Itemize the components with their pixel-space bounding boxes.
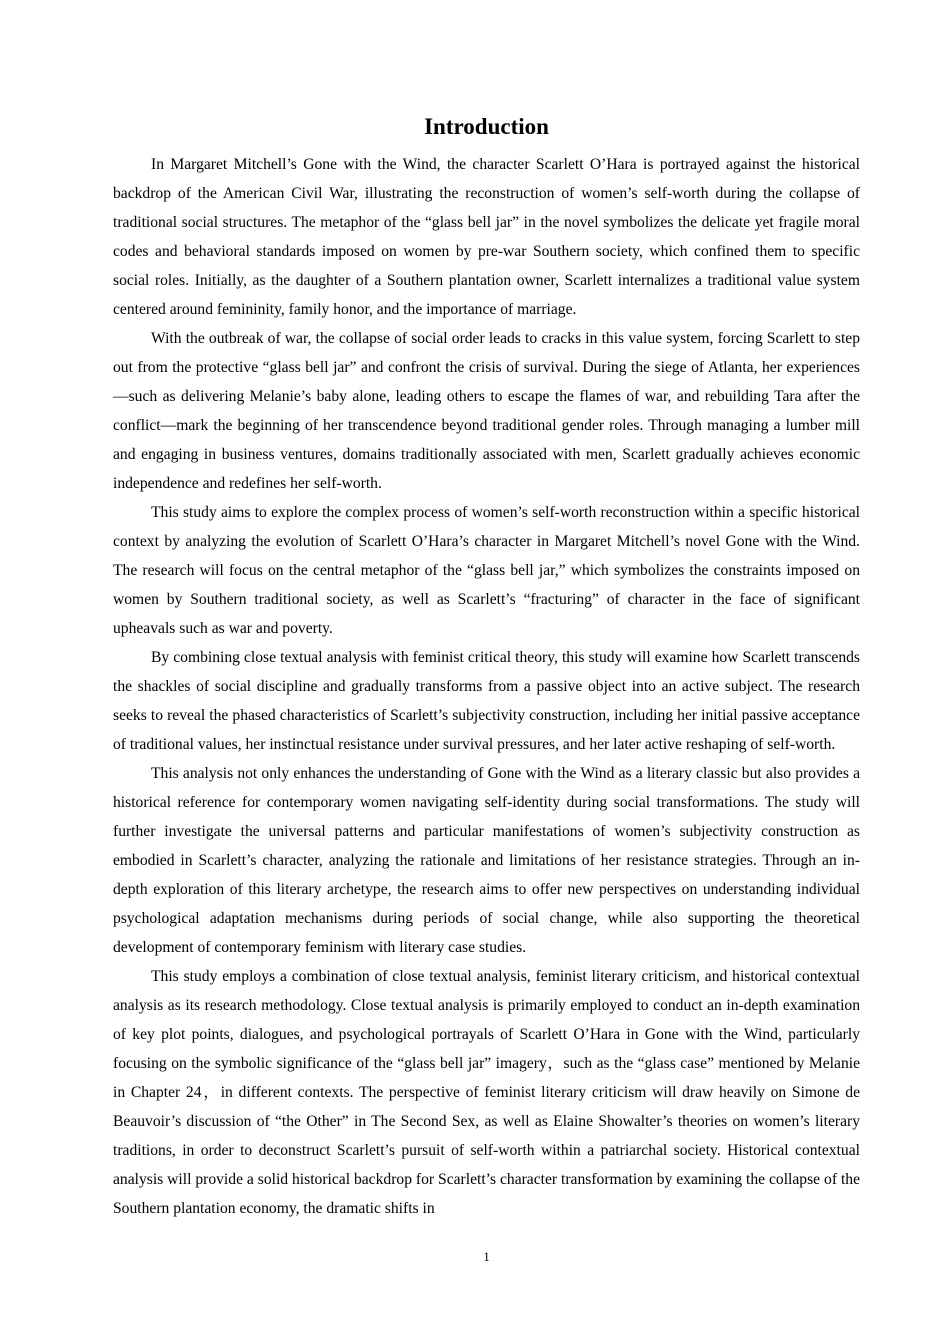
paragraph-3: This study aims to explore the complex process of women’s self-worth reconstruction within a specific historical context by analyzing the evolution of Scarlett O’Hara’s character in Margaret Mitchell’s novel Gone with the Wind. The research will focus on the central metaphor of the “glass bell jar,” which symbolizes the constraints imposed on women by Southern traditional society, as well as Scarlett’s “fracturing” of character in the face of significant upheavals such as war and poverty. xyxy=(113,504,860,637)
paragraph-4: By combining close textual analysis with feminist critical theory, this study will examine how Scarlett transcends the shackles of social discipline and gradually transforms from a passive object into an active subject. The research seeks to reveal the phased characteristics of Scarlett’s subjectivity construction, including her initial passive acceptance of traditional values, her instinctual resistance under survival pressures, and her later active reshaping of self-worth. xyxy=(113,649,860,753)
paragraph-2: With the outbreak of war, the collapse of social order leads to cracks in this value system, forcing Scarlett to step out from the protective “glass bell jar” and confront the crisis of survival. During the siege of Atlanta, her experiences—such as delivering Melanie’s baby alone, leading others to escape the flames of war, and rebuilding Tara after the conflict—mark the beginning of her transcendence beyond traditional gender roles. Through managing a lumber mill and engaging in business ventures, domains traditionally associated with men, Scarlett gradually achieves economic independence and redefines her self-worth. xyxy=(113,330,860,492)
page-title: Introduction xyxy=(424,114,549,139)
paragraph-5: This analysis not only enhances the understanding of Gone with the Wind as a literary classic but also provides a historical reference for contemporary women navigating self-identity during social transformations. The study will further investigate the universal patterns and particular manifestations of women’s subjectivity construction as embodied in Scarlett’s character, analyzing the rationale and limitations of her resistance strategies. Through an in-depth exploration of this literary archetype, the research aims to offer new perspectives on understanding individual psychological adaptation mechanisms during periods of social change, while also supporting the theoretical development of contemporary feminism with literary case studies. xyxy=(113,765,860,956)
body-text xyxy=(113,150,860,1223)
paragraph-6: This study employs a combination of close textual analysis, feminist literary criticism, and historical contextual analysis as its research methodology. Close textual analysis is primarily employed to conduct an in-depth examination of key plot points, dialogues, and psychological portrayals of Scarlett O’Hara in Gone with the Wind, particularly focusing on the symbolic significance of the “glass bell jar” imagery，such as the “glass case” mentioned by Melanie in Chapter 24，in different contexts. The perspective of feminist literary criticism will draw heavily on Simone de Beauvoir’s discussion of “the Other” in The Second Sex, as well as Elaine Showalter’s theories on women’s literary traditions, in order to deconstruct Scarlett’s pursuit of self-worth within a patriarchal society. Historical contextual analysis will provide a solid historical backdrop for Scarlett’s character transformation by examining the collapse of the Southern plantation economy, the dramatic shifts in xyxy=(113,968,860,1217)
page-number: 1 xyxy=(483,1249,490,1264)
paragraph-1: In Margaret Mitchell’s Gone with the Wind, the character Scarlett O’Hara is portrayed against the historical backdrop of the American Civil War, illustrating the reconstruction of women’s self-worth during the collapse of traditional social structures. The metaphor of the “glass bell jar” in the novel symbolizes the delicate yet fragile moral codes and behavioral standards imposed on women by pre-war Southern society, which confined them to specific social roles. Initially, as the daughter of a Southern plantation owner, Scarlett internalizes a traditional value system centered around femininity, family honor, and the importance of marriage. xyxy=(113,156,860,318)
